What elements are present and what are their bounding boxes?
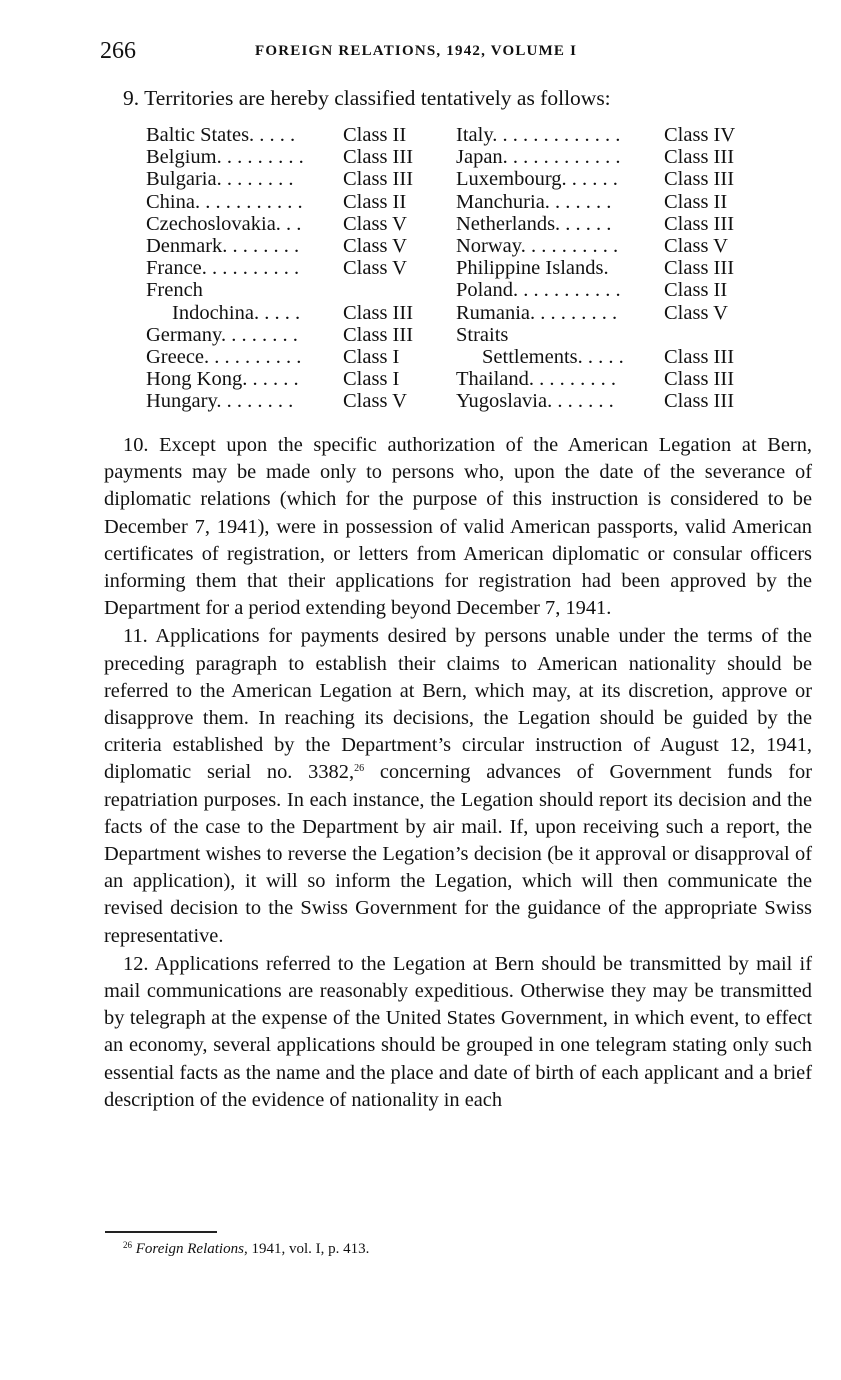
territory-class: Class III <box>664 146 735 169</box>
territory-name: Italy. . . . . . . . . . . . . <box>456 124 621 146</box>
territory-class: Class III <box>664 212 735 235</box>
territory-name: Poland. . . . . . . . . . . <box>456 279 621 302</box>
territory-row <box>146 235 436 257</box>
territory-name: Greece. . . . . . . . . . <box>146 345 302 368</box>
territory-column-left <box>146 124 436 412</box>
territory-row <box>456 257 766 279</box>
territory-name: Straits <box>456 323 509 346</box>
paragraph-11 <box>104 623 812 949</box>
territory-name: Germany. . . . . . . . <box>146 323 298 346</box>
paragraph-12: 12. Applications referred to the Legation at Bern should be transmitted by mail if mail communications are reasonably expeditious. Otherwise they may be transmitted by telegraph at the expense of the United States Government, in which event, to effect an economy, several applications should be grouped in one telegram stating only such essential facts as the name and the place and date of birth of each applicant and a brief description of the evidence of nationality in each <box>104 952 812 1111</box>
page-number: 266 <box>100 38 136 64</box>
territory-name: Czechoslovakia. . . <box>146 212 302 235</box>
territory-class: Class III <box>343 146 414 169</box>
territory-name: Netherlands. . . . . . <box>456 212 612 235</box>
territory-class: Class II <box>664 279 728 302</box>
footnote-divider <box>105 1231 217 1233</box>
footnote-title: Foreign Relations <box>135 1241 244 1257</box>
territory-name: French <box>146 279 203 302</box>
footnote <box>123 1241 369 1258</box>
territory-row <box>456 124 766 146</box>
territory-name: Denmark. . . . . . . . <box>146 234 300 257</box>
territory-class: Class III <box>664 257 735 280</box>
territory-row <box>456 235 766 257</box>
paragraph-11-part-1: 11. Applications for payments desired by persons unable under the terms of the preceding paragraph to establish their claims to American nationality should be referred to the American Legation at Bern, which may, at its discretion, approve or disapprove them. In reaching its decisions, the Legation should be guided by the criteria established by the Department’s circular instruction of August 12, 1941, diplomatic serial no. 3382, <box>104 625 812 784</box>
territory-row <box>456 213 766 235</box>
paragraph-11-part-2: concerning advances of Government funds for repatriation purposes. In each instance, the Legation should report its decision and the facts of the case to the Department by air mail. If, upon receiving such a report, the Department wishes to reverse the Legation’s decision (be it approval or disapproval of an application), it will so inform the Legation, which will then communicate the revised decision to the Swiss Government for the guidance of the appropriate Swiss representative. <box>104 761 813 947</box>
territory-row <box>146 168 436 190</box>
territory-row <box>456 346 766 368</box>
territory-class: Class V <box>343 234 407 257</box>
territory-row <box>456 324 766 346</box>
territory-name: Philippine Islands. <box>456 257 609 280</box>
territory-row <box>146 324 436 346</box>
territory-classification-table <box>146 124 766 419</box>
territory-class: Class II <box>343 190 407 213</box>
territory-row <box>146 302 436 324</box>
territory-name: Belgium. . . . . . . . . <box>146 146 304 169</box>
territory-name: Baltic States. . . . . <box>146 124 296 146</box>
territory-name: China. . . . . . . . . . . <box>146 190 303 213</box>
page-header <box>100 38 810 68</box>
territory-row <box>456 279 766 301</box>
territory-row <box>146 346 436 368</box>
running-title: FOREIGN RELATIONS, 1942, VOLUME I <box>255 43 578 59</box>
territory-class: Class III <box>664 345 735 368</box>
territory-class: Class III <box>343 323 414 346</box>
territory-name: Hong Kong. . . . . . <box>146 368 299 391</box>
territory-class: Class III <box>664 390 735 413</box>
territory-class: Class V <box>664 234 728 257</box>
territory-class: Class II <box>343 124 407 146</box>
section-9-intro: 9. Territories are hereby classified tentatively as follows: <box>123 86 611 110</box>
territory-name: France. . . . . . . . . . <box>146 257 300 280</box>
territory-name: Hungary. . . . . . . . <box>146 390 294 413</box>
territory-class: Class I <box>343 368 400 391</box>
paragraph-10: 10. Except upon the specific authorization of the American Legation at Bern, payments may be made only to persons who, upon the date of the severance of diplomatic relations (which for the purpose of this instruction is considered to be December 7, 1941), were in possession of valid American passports, valid American certificates of registration, or letters from American diplomatic or consular officers informing them that their applications for registration had been approved by the Department for a period extending beyond December 7, 1941. <box>104 434 812 620</box>
territory-class: Class IV <box>664 124 736 146</box>
territory-row <box>146 191 436 213</box>
territory-class: Class I <box>343 345 400 368</box>
territory-row <box>146 257 436 279</box>
territory-row <box>146 368 436 390</box>
territory-class: Class III <box>664 368 735 391</box>
territory-class: Class V <box>343 257 407 280</box>
territory-column-right <box>456 124 766 412</box>
territory-name: Rumania. . . . . . . . . <box>456 301 618 324</box>
territory-name: Bulgaria. . . . . . . . <box>146 168 294 191</box>
territory-class: Class III <box>664 168 735 191</box>
territory-row <box>456 302 766 324</box>
territory-row <box>146 124 436 146</box>
territory-class: Class II <box>664 190 728 213</box>
territory-row <box>146 213 436 235</box>
territory-name: Luxembourg. . . . . . <box>456 168 618 191</box>
territory-class: Class V <box>343 212 407 235</box>
territory-name: Settlements. . . . . <box>482 345 624 368</box>
footnote-reference: 26 <box>354 763 365 775</box>
territory-name: Yugoslavia. . . . . . . <box>456 390 614 413</box>
territory-name: Indochina. . . . . <box>172 301 301 324</box>
footnote-number: 26 <box>123 1240 132 1250</box>
territory-class: Class III <box>343 301 414 324</box>
footnote-citation: , 1941, vol. I, p. 413. <box>243 1241 370 1257</box>
territory-name: Japan. . . . . . . . . . . . <box>456 146 621 169</box>
territory-class: Class V <box>343 390 407 413</box>
territory-row <box>146 390 436 412</box>
territory-row <box>456 146 766 168</box>
territory-name: Norway. . . . . . . . . . <box>456 234 619 257</box>
territory-name: Thailand. . . . . . . . . <box>456 368 616 391</box>
territory-row <box>456 191 766 213</box>
territory-row <box>146 279 436 301</box>
body-text <box>104 432 812 1115</box>
territory-row <box>456 390 766 412</box>
territory-row <box>146 146 436 168</box>
territory-class: Class V <box>664 301 728 324</box>
territory-class: Class III <box>343 168 414 191</box>
territory-row <box>456 168 766 190</box>
territory-name: Manchuria. . . . . . . <box>456 190 612 213</box>
territory-row <box>456 368 766 390</box>
